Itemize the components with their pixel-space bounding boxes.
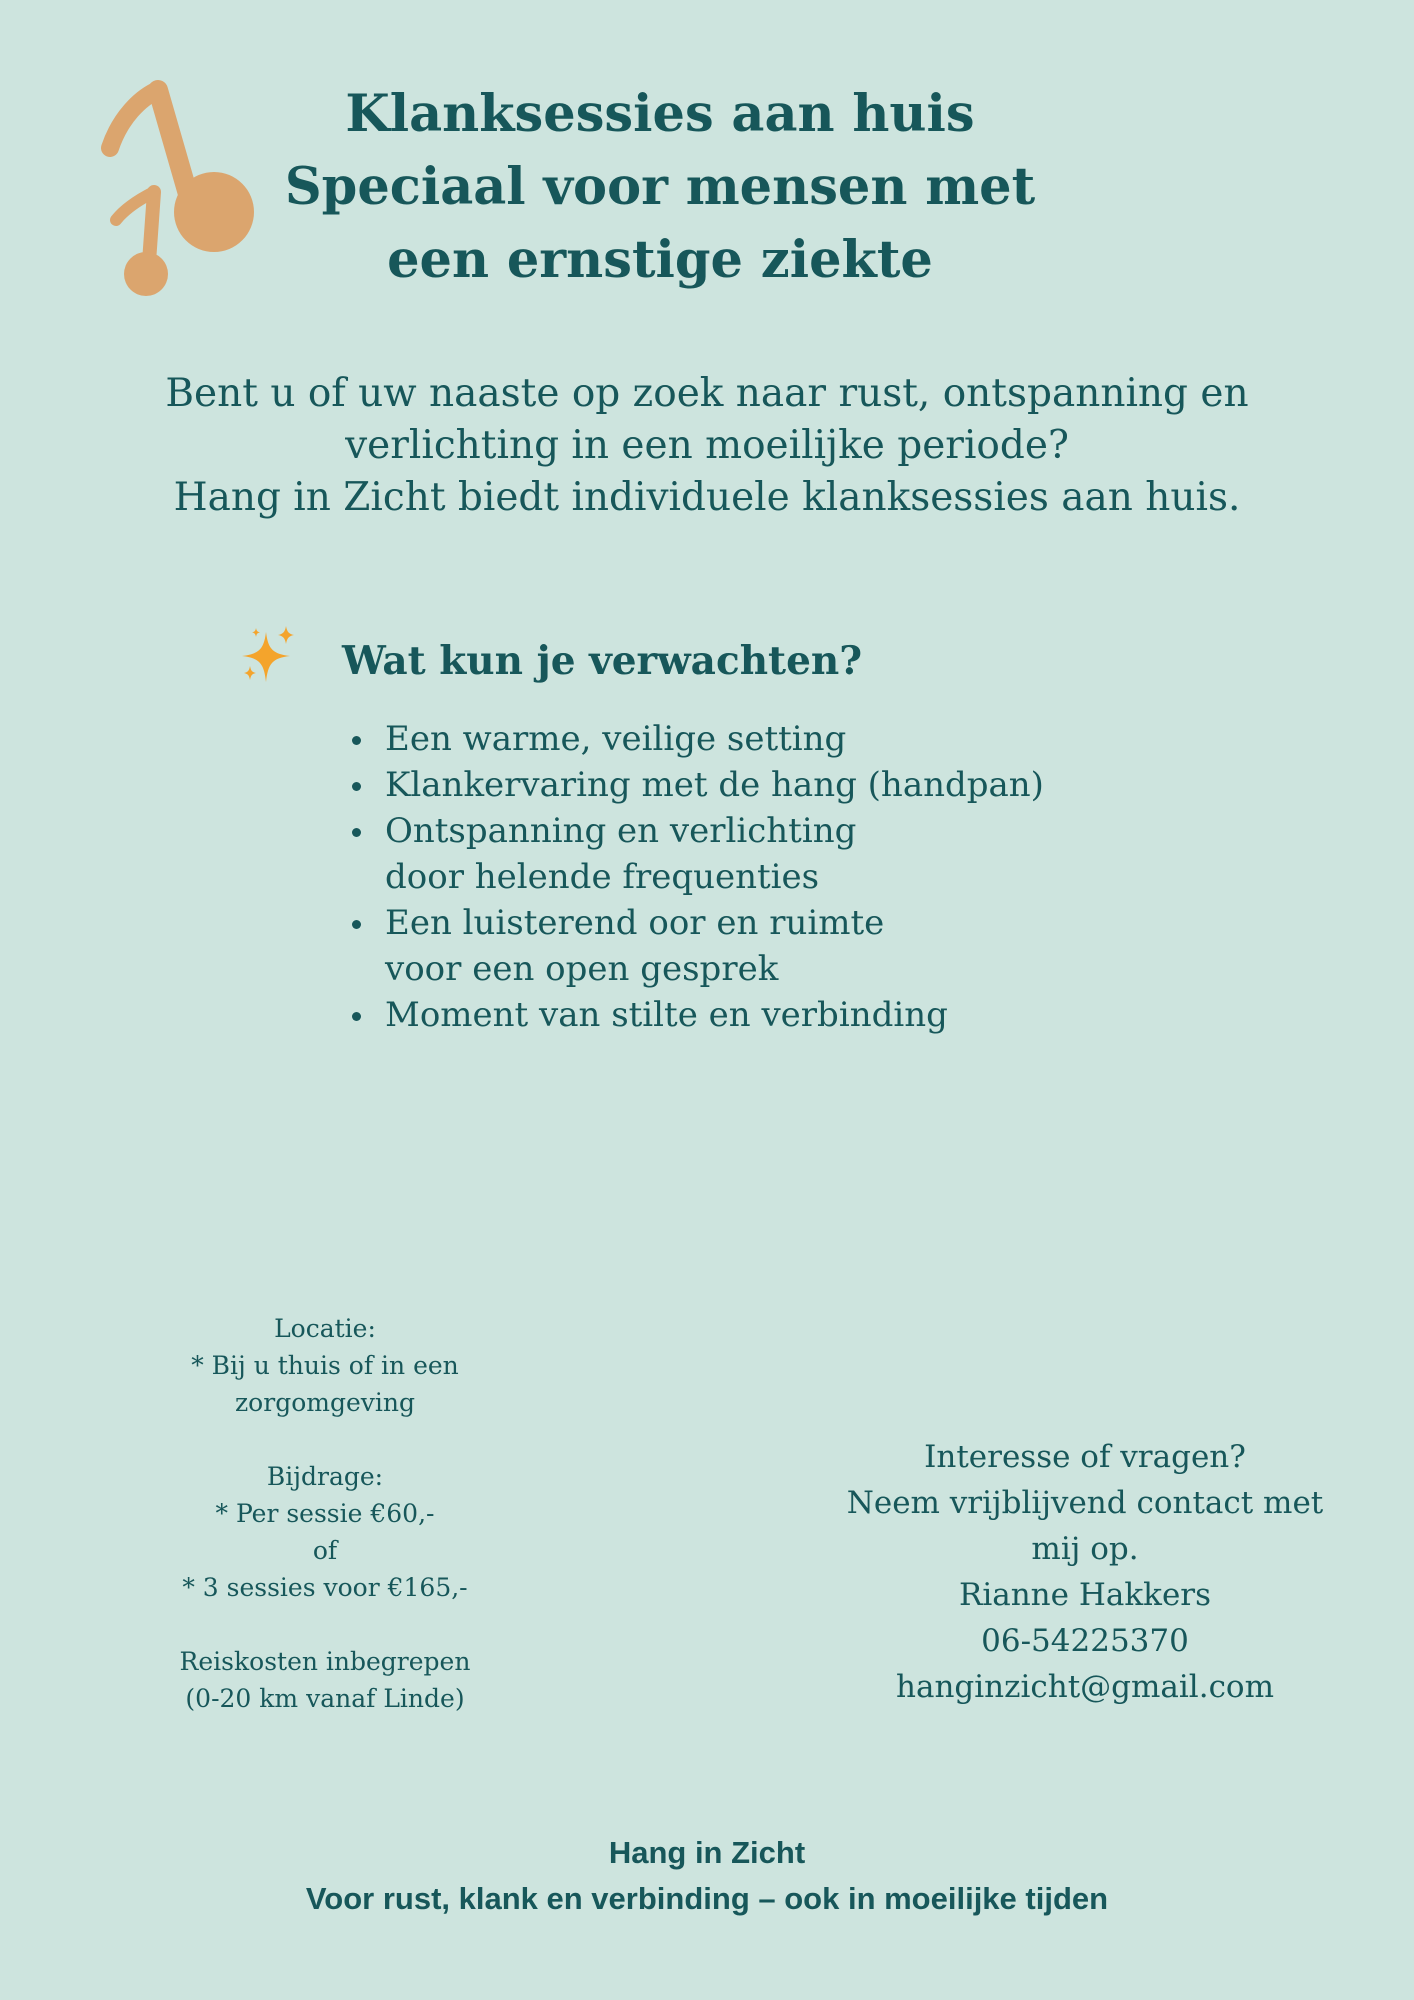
price-bundle: * 3 sessies voor €165,- (182, 1573, 468, 1602)
contact-invite: Neem vrijblijvend contact met (846, 1485, 1324, 1521)
footer (0, 1830, 1414, 1922)
contact-email[interactable]: hanginzicht@gmail.com (896, 1669, 1274, 1705)
intro-paragraph (110, 368, 1304, 524)
contact-invite: mij op. (1031, 1531, 1139, 1567)
travel-line: (0-20 km vanaf Linde) (185, 1684, 465, 1713)
footer-brand: Hang in Zicht (608, 1835, 806, 1870)
list-item: Een luisterend oor en ruimte voor een open gesprek (346, 900, 1044, 992)
location-line: zorgomgeving (235, 1388, 415, 1417)
contact-phone[interactable]: 06-54225370 (981, 1623, 1189, 1659)
footer-tagline: Voor rust, klank en verbinding – ook in moeilijke tijden (305, 1881, 1109, 1916)
list-item: Ontspanning en verlichting door helende frequenties (346, 808, 1044, 900)
travel-line: Reiskosten inbegrepen (179, 1647, 471, 1676)
list-item: Klankervaring met de hang (handpan) (346, 762, 1044, 808)
music-note-icon (100, 78, 270, 308)
title-line: Klanksessies aan huis (345, 84, 975, 144)
title-line: een ernstige ziekte (387, 230, 933, 290)
contribution-label: Bijdrage: (266, 1462, 384, 1491)
practical-info (130, 1310, 520, 1717)
intro-line: Hang in Zicht biedt individuele klanksessies aan huis. (173, 475, 1241, 520)
contact-question: Interesse of vragen? (924, 1439, 1246, 1475)
list-item: Een warme, veilige setting (346, 716, 1044, 762)
intro-line: verlichting in een moeilijke periode? (345, 423, 1069, 468)
price-or: of (312, 1536, 338, 1565)
list-item: Moment van stilte en verbinding (346, 992, 1044, 1038)
intro-line: Bent u of uw naaste op zoek naar rust, ontspanning en (165, 371, 1249, 416)
location-line: * Bij u thuis of in een (191, 1351, 459, 1380)
contact-block (800, 1434, 1370, 1710)
expect-heading: Wat kun je verwachten? (342, 638, 863, 684)
contact-name: Rianne Hakkers (958, 1577, 1212, 1613)
expect-list (346, 716, 1044, 1038)
title-line: Speciaal voor mensen met (284, 157, 1036, 217)
price-session: * Per sessie €60,- (215, 1499, 435, 1528)
sparkles-icon (236, 624, 300, 688)
page-title (260, 78, 1060, 297)
location-label: Locatie: (274, 1314, 376, 1343)
